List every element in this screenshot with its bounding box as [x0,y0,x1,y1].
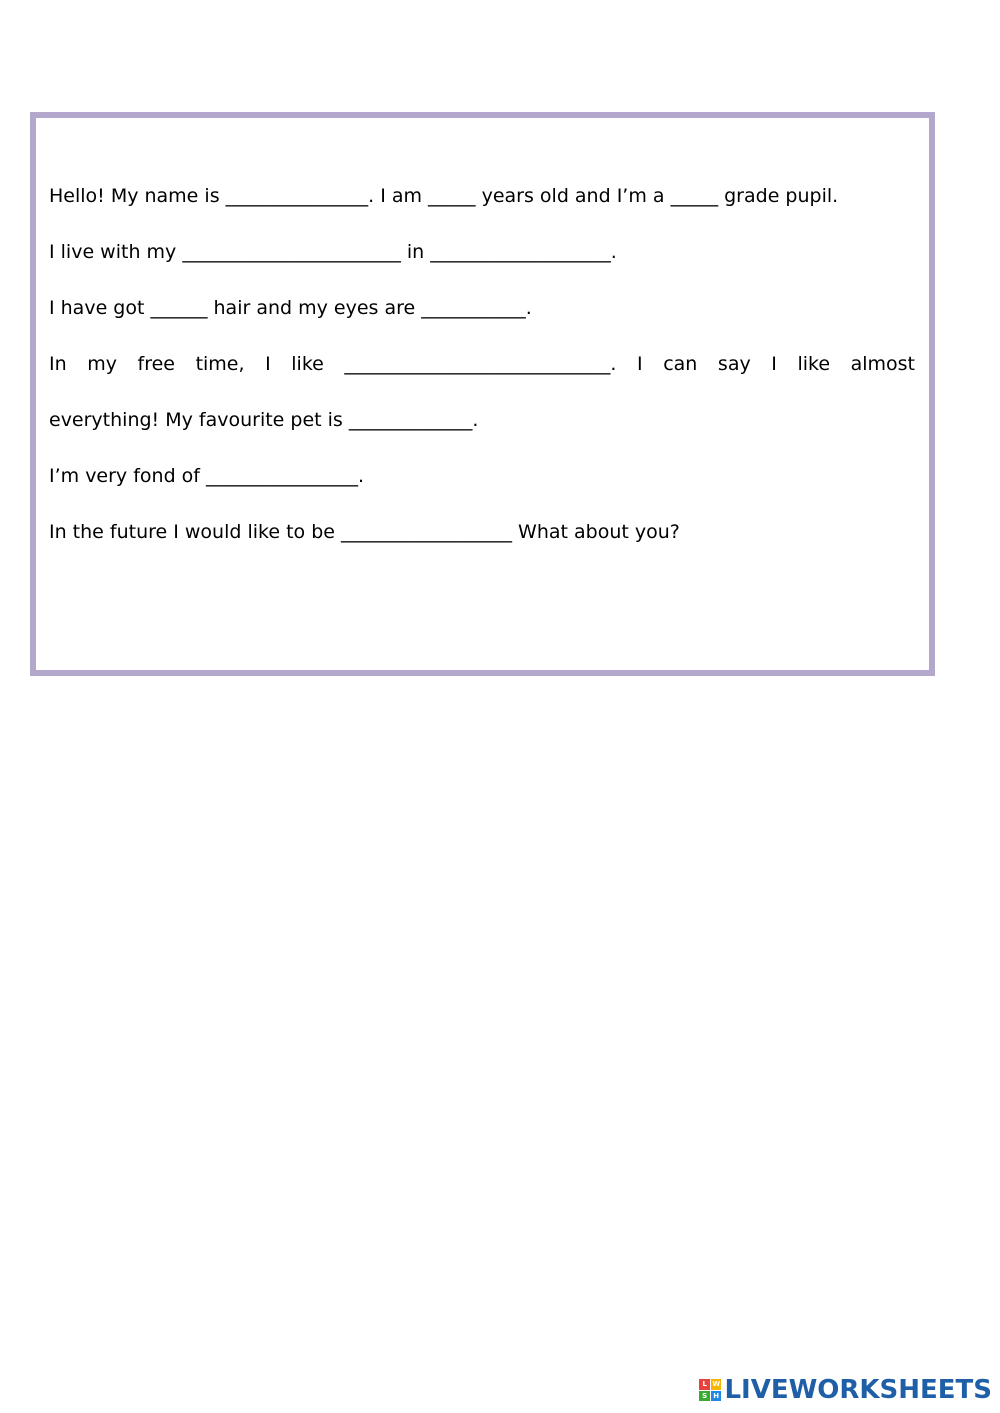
liveworksheets-logo [699,1375,992,1405]
worksheet-line-live-with: I live with my _______________________ in ___________________. [49,241,617,263]
logo-mark-tile: W [712,1380,721,1388]
worksheet-line-favourite-pet: everything! My favourite pet is _____________. [49,409,479,431]
logo-mark-tile: S [699,1391,710,1402]
worksheet-line-hair-eyes: I have got ______ hair and my eyes are ___________. [49,297,532,319]
worksheet-line-future: In the future I would like to be __________________ What about you? [49,521,680,543]
liveworksheets-logo-icon [699,1379,721,1401]
logo-mark-tile: L [699,1379,710,1390]
worksheet-line-fond-of: I’m very fond of ________________. [49,465,365,487]
worksheet-line-free-time: In my free time, I like ____________________________. I can say I like almost [49,353,915,375]
logo-mark-tile: H [711,1391,722,1402]
worksheet-line-intro: Hello! My name is _______________. I am _____ years old and I’m a _____ grade pupil. [49,185,839,207]
liveworksheets-logo-text: LIVEWORKSHEETS [724,1375,992,1405]
